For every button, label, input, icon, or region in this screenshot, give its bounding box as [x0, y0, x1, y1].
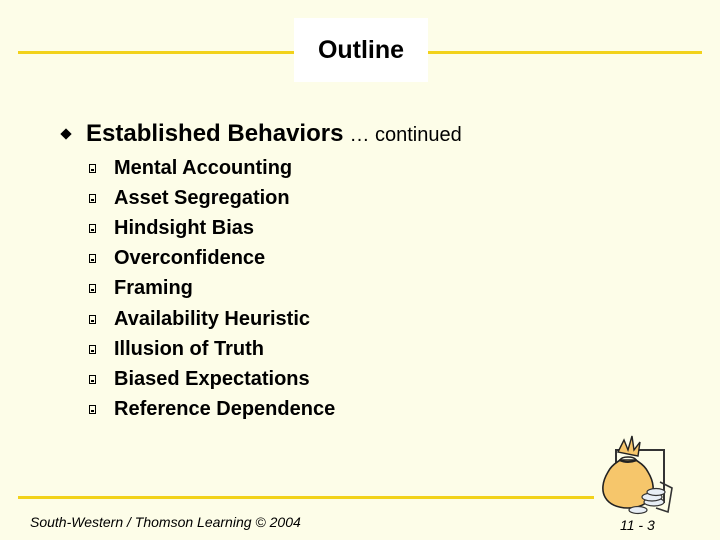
slide-title: Outline	[317, 35, 405, 64]
sub-bullet-text: Mental Accounting	[114, 156, 293, 179]
sub-bullet-item	[89, 334, 335, 364]
slide-number: 11 - 3	[620, 517, 655, 533]
title-box	[294, 18, 428, 82]
square-bullet-icon	[89, 405, 96, 414]
diamond-bullet-icon	[60, 128, 71, 139]
square-bullet-icon	[89, 224, 96, 233]
square-bullet-icon	[89, 254, 96, 263]
sub-bullet-item	[89, 153, 335, 183]
sub-bullet-text: Framing	[114, 277, 193, 300]
square-bullet-icon	[89, 284, 96, 293]
footer-rule	[18, 496, 594, 499]
sub-bullet-text: Availability Heuristic	[114, 307, 310, 330]
money-bag-coins-icon	[588, 422, 680, 518]
sub-bullet-item	[89, 274, 335, 304]
main-bullet-suffix: … continued	[349, 124, 462, 146]
square-bullet-icon	[89, 164, 96, 173]
square-bullet-icon	[89, 375, 96, 384]
title-rule-right	[428, 51, 702, 54]
sub-bullet-text: Biased Expectations	[114, 367, 310, 390]
sub-bullet-text: Reference Dependence	[114, 398, 336, 421]
sub-bullet-text: Asset Segregation	[114, 186, 290, 209]
main-bullet	[58, 120, 462, 148]
footer-copyright: South-Western / Thomson Learning © 2004	[30, 514, 301, 530]
square-bullet-icon	[89, 315, 96, 324]
sub-bullet-list	[89, 153, 335, 425]
sub-bullet-item	[89, 244, 335, 274]
square-bullet-icon	[89, 345, 96, 354]
sub-bullet-item	[89, 213, 335, 243]
sub-bullet-text: Hindsight Bias	[114, 216, 255, 239]
sub-bullet-item	[89, 395, 335, 425]
sub-bullet-item	[89, 364, 335, 394]
title-rule-left	[18, 51, 294, 54]
sub-bullet-item	[89, 183, 335, 213]
sub-bullet-item	[89, 304, 335, 334]
sub-bullet-text: Illusion of Truth	[114, 337, 264, 360]
main-bullet-text	[86, 120, 462, 148]
main-bullet-label: Established Behaviors	[86, 120, 344, 147]
square-bullet-icon	[89, 194, 96, 203]
sub-bullet-text: Overconfidence	[114, 247, 266, 270]
